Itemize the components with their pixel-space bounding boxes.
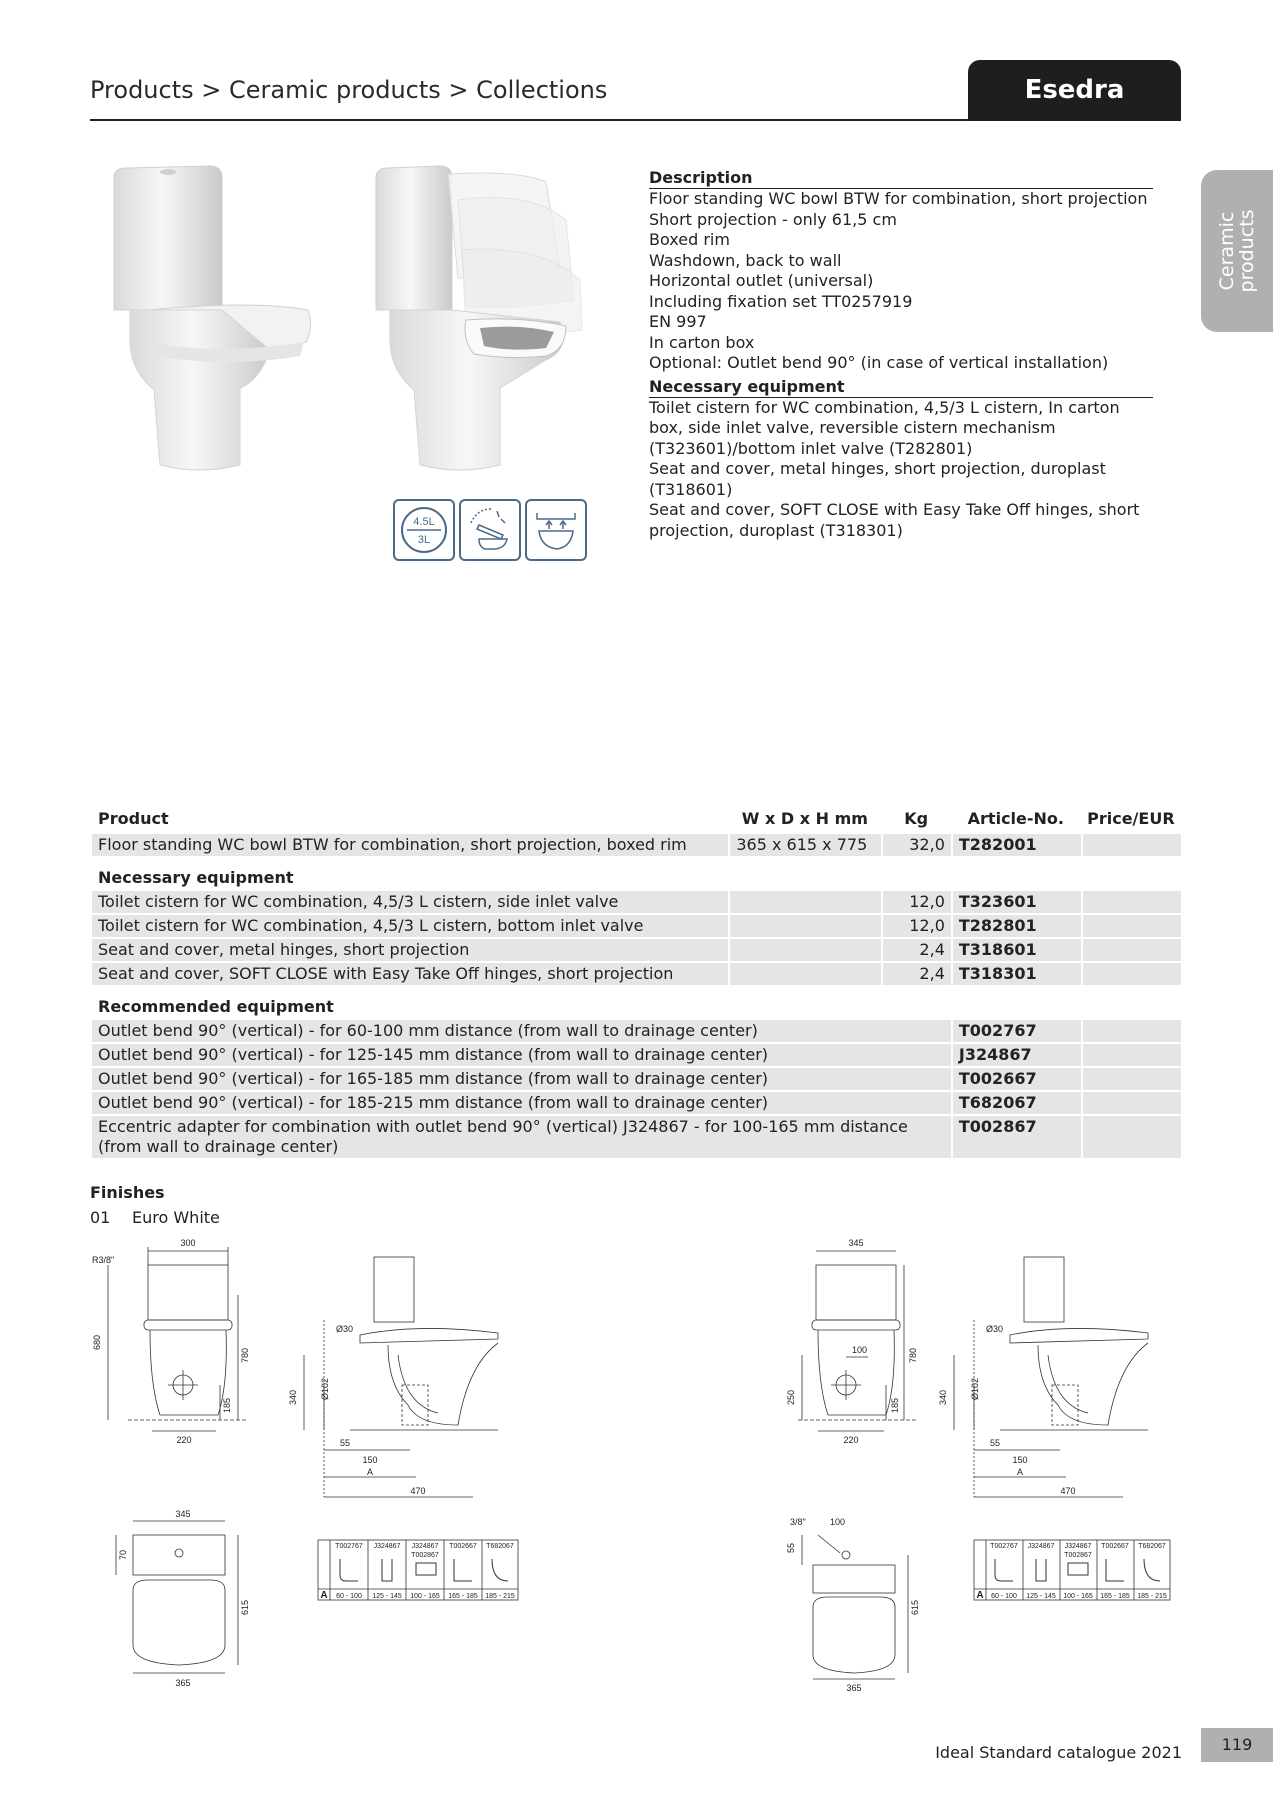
table-row	[92, 915, 1181, 937]
dim-outlet-height: 185	[890, 1397, 900, 1413]
description-line: Horizontal outlet (universal)	[649, 271, 874, 290]
equipment-line: Toilet cistern for WC combination, 4,5/3 L cistern, In carton box, side inlet valve, reversible cistern mechanism (T323601)/bottom inlet valve (T282801)	[649, 397, 1120, 458]
dim-a-label: A	[1016, 1467, 1024, 1477]
product-weight: 2,4	[881, 963, 950, 985]
article-number: T002767	[951, 1020, 1081, 1042]
bend-code: T002667	[1101, 1543, 1129, 1550]
dim-bowl-width: 365	[846, 1683, 862, 1693]
product-name: Outlet bend 90° (vertical) - for 165-185 mm distance (from wall to drainage center)	[92, 1068, 951, 1090]
description-line: Including fixation set TT0257919	[649, 291, 913, 311]
dim-bowl-depth: 615	[240, 1599, 250, 1615]
product-dimensions	[728, 915, 881, 937]
col-dimensions: W x D x H mm	[728, 808, 881, 832]
article-number: T282001	[951, 834, 1081, 856]
product-photo-open	[370, 160, 590, 480]
product-photo-closed	[100, 160, 320, 480]
table-row	[92, 1020, 1181, 1042]
finish-item	[90, 1208, 220, 1227]
dim-depth: 470	[1060, 1486, 1076, 1496]
price	[1081, 1068, 1181, 1090]
article-number: T323601	[951, 891, 1081, 913]
product-name: Outlet bend 90° (vertical) - for 60-100 mm distance (from wall to drainage center)	[92, 1020, 951, 1042]
bend-code: T002767	[335, 1543, 363, 1550]
description-line: Short projection - only 61,5 cm	[649, 209, 897, 229]
bend-code: J324867	[1027, 1543, 1055, 1550]
cistern-half-volume: 3L	[417, 534, 431, 546]
dim-height-cistern: 680	[92, 1334, 102, 1350]
price	[1081, 963, 1181, 985]
col-product: Product	[92, 808, 728, 832]
bend-code: T002667	[449, 1543, 477, 1550]
dim-outlet-height: 185	[222, 1397, 232, 1413]
table-row	[92, 1116, 1181, 1158]
bend-extra-code: T002867	[411, 1552, 439, 1559]
dim-d2: 150	[362, 1455, 378, 1465]
dim-bowl-width: 365	[175, 1678, 191, 1688]
table-header-row	[92, 808, 1181, 832]
product-name: Toilet cistern for WC combination, 4,5/3 L cistern, side inlet valve	[92, 891, 728, 913]
dim-top-width: 300	[180, 1238, 196, 1248]
description-line: Optional: Outlet bend 90° (in case of vertical installation)	[649, 353, 1109, 372]
dim-top-width: 345	[848, 1238, 864, 1248]
product-name: Outlet bend 90° (vertical) - for 185-215 mm distance (from wall to drainage center)	[92, 1092, 951, 1114]
price	[1081, 1044, 1181, 1066]
bend-range: 100 - 165	[1063, 1593, 1093, 1600]
dim-thread: 3/8"	[790, 1517, 806, 1527]
dim-d2: 150	[1012, 1455, 1028, 1465]
breadcrumb: Products > Ceramic products > Collections	[90, 76, 608, 104]
dim-side-height: 340	[288, 1389, 298, 1405]
dim-outlet-diameter: Ø102	[970, 1377, 980, 1400]
bend-range: 60 - 100	[336, 1593, 362, 1600]
bend-range: 125 - 145	[1026, 1593, 1056, 1600]
dim-a-label: A	[366, 1467, 374, 1477]
dim-cistern-width: 345	[175, 1509, 191, 1519]
side-tab-line-1: Ceramic	[1216, 211, 1238, 291]
dim-base-width: 220	[176, 1435, 192, 1445]
table-row	[92, 834, 1181, 856]
dim-height-total: 780	[240, 1347, 250, 1363]
easy-take-off-icon	[525, 499, 587, 561]
product-dimensions	[728, 891, 881, 913]
bend-row-label: A	[976, 1590, 984, 1601]
bend-code: T002767	[990, 1543, 1018, 1550]
bend-range: 125 - 145	[372, 1593, 402, 1600]
dim-inlet-offset: 100	[830, 1517, 846, 1527]
dim-inlet-height: 250	[786, 1389, 796, 1405]
dim-height-total: 780	[908, 1347, 918, 1363]
table-row	[92, 891, 1181, 913]
product-name: Seat and cover, SOFT CLOSE with Easy Take Off hinges, short projection	[92, 963, 728, 985]
bend-row-label: A	[320, 1590, 328, 1601]
product-name: Outlet bend 90° (vertical) - for 125-145 mm distance (from wall to drainage center)	[92, 1044, 951, 1066]
article-number: T682067	[951, 1092, 1081, 1114]
catalogue-footer: Ideal Standard catalogue 2021	[935, 1743, 1182, 1762]
dim-cistern-depth: 55	[786, 1542, 796, 1553]
bend-code: T682067	[1138, 1543, 1166, 1550]
table-row	[92, 1092, 1181, 1114]
bend-code: T682067	[486, 1543, 514, 1550]
description-title: Description	[649, 168, 1153, 189]
page-number: 119	[1201, 1728, 1273, 1762]
bend-code: J324867	[373, 1543, 401, 1550]
recommended-group-title: Recommended equipment	[92, 987, 1181, 1018]
price	[1081, 915, 1181, 937]
bend-range: 185 - 215	[485, 1593, 515, 1600]
product-weight: 32,0	[881, 834, 950, 856]
col-weight: Kg	[881, 808, 950, 832]
table-row	[92, 1068, 1181, 1090]
dim-depth: 470	[410, 1486, 426, 1496]
necessary-equipment-title: Necessary equipment	[649, 377, 1153, 398]
table-row	[92, 1044, 1181, 1066]
dim-bowl-depth: 615	[910, 1599, 920, 1615]
dim-outlet-offset: 100	[852, 1345, 868, 1355]
article-number: T282801	[951, 915, 1081, 937]
product-dimensions	[728, 963, 881, 985]
bend-range: 165 - 185	[448, 1593, 478, 1600]
price	[1081, 1116, 1181, 1158]
dim-base-width: 220	[843, 1435, 859, 1445]
dim-inlet-diameter: Ø30	[336, 1324, 354, 1334]
dim-side-height: 340	[938, 1389, 948, 1405]
bend-range: 100 - 165	[410, 1593, 440, 1600]
description-line: In carton box	[649, 332, 755, 352]
bend-range: 185 - 215	[1137, 1593, 1167, 1600]
cistern-volume-icon	[393, 499, 455, 561]
dim-d1: 55	[340, 1438, 351, 1448]
product-table	[92, 806, 1181, 1160]
finish-code: 01	[90, 1208, 111, 1227]
description-block	[649, 168, 1153, 541]
bend-range: 165 - 185	[1100, 1593, 1130, 1600]
technical-drawing-right	[778, 1235, 1178, 1695]
dim-inlet-diameter: Ø30	[986, 1324, 1004, 1334]
col-price: Price/EUR	[1081, 808, 1181, 832]
product-weight: 12,0	[881, 915, 950, 937]
table-row	[92, 963, 1181, 985]
collection-tab: Esedra	[968, 60, 1181, 121]
bend-table-right	[974, 1540, 1170, 1601]
product-name: Eccentric adapter for combination with outlet bend 90° (vertical) J324867 - for 100-165 mm distance (from wall to drainage center)	[92, 1116, 951, 1158]
finishes-title: Finishes	[90, 1183, 165, 1202]
article-number: T318301	[951, 963, 1081, 985]
price	[1081, 834, 1181, 856]
bend-code: J324867	[1064, 1543, 1092, 1550]
product-dimensions: 365 x 615 x 775	[728, 834, 881, 856]
price	[1081, 1092, 1181, 1114]
article-number: T002667	[951, 1068, 1081, 1090]
side-tab-line-2: products	[1236, 209, 1258, 293]
price	[1081, 1020, 1181, 1042]
product-weight: 2,4	[881, 939, 950, 961]
description-line: Floor standing WC bowl BTW for combination, short projection	[649, 189, 1148, 208]
table-row	[92, 939, 1181, 961]
product-name: Seat and cover, metal hinges, short projection	[92, 939, 728, 961]
side-section-tab	[1201, 170, 1273, 332]
bend-table-left	[318, 1540, 518, 1601]
description-line: EN 997	[649, 312, 707, 331]
cistern-full-volume: 4.5L	[413, 516, 435, 528]
dim-cistern-depth: 70	[118, 1549, 128, 1560]
article-number: T002867	[951, 1116, 1081, 1158]
group-heading	[92, 987, 1181, 1018]
group-heading	[92, 858, 1181, 889]
product-name: Toilet cistern for WC combination, 4,5/3 L cistern, bottom inlet valve	[92, 915, 728, 937]
bend-range: 60 - 100	[991, 1593, 1017, 1600]
technical-drawing-left	[88, 1235, 528, 1695]
price	[1081, 891, 1181, 913]
product-weight: 12,0	[881, 891, 950, 913]
description-line: Washdown, back to wall	[649, 250, 842, 270]
bend-code: J324867	[411, 1543, 439, 1550]
bend-extra-code: T002867	[1064, 1552, 1092, 1559]
price	[1081, 939, 1181, 961]
article-number: T318601	[951, 939, 1081, 961]
dim-thread: R3/8"	[92, 1255, 115, 1265]
article-number: J324867	[951, 1044, 1081, 1066]
dim-d1: 55	[990, 1438, 1001, 1448]
equipment-line: Seat and cover, SOFT CLOSE with Easy Take Off hinges, short projection, duroplast (T318301)	[649, 500, 1140, 540]
finish-name: Euro White	[132, 1208, 220, 1227]
product-name: Floor standing WC bowl BTW for combination, short projection, boxed rim	[92, 834, 728, 856]
description-line: Boxed rim	[649, 230, 730, 249]
product-dimensions	[728, 939, 881, 961]
col-article: Article-No.	[951, 808, 1081, 832]
equipment-line: Seat and cover, metal hinges, short projection, duroplast (T318601)	[649, 459, 1106, 499]
necessary-group-title: Necessary equipment	[92, 858, 1181, 889]
dim-outlet-diameter: Ø102	[320, 1377, 330, 1400]
soft-close-icon	[459, 499, 521, 561]
